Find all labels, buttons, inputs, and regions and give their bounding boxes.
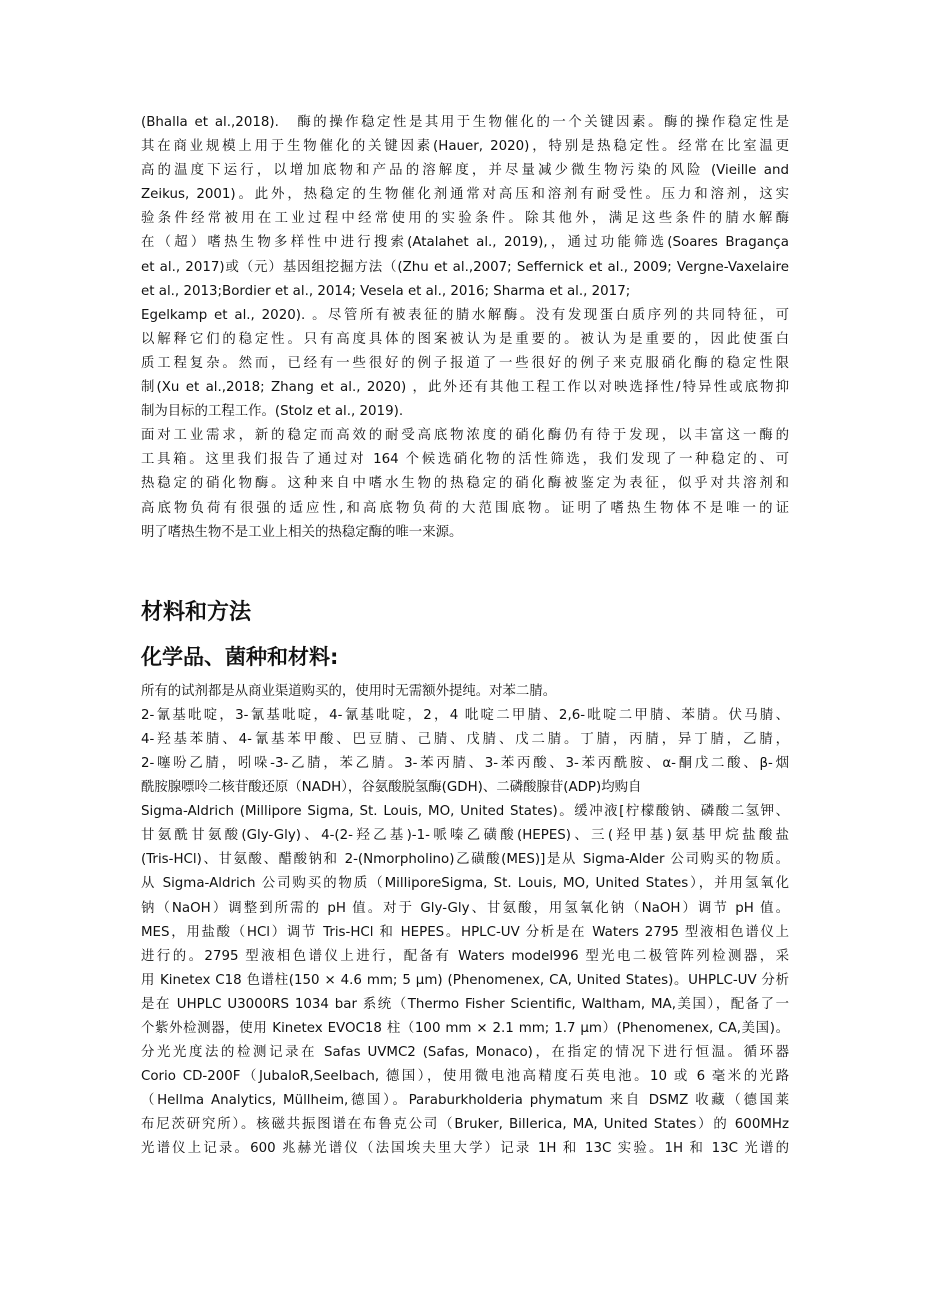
section-heading: 材料和方法 [141, 599, 252, 625]
text-line: 布尼茨研究所）。核磁共振图谱在布鲁克公司（Bruker, Billerica, MA, United States）的 600MHz [141, 1117, 789, 1133]
text-line: et al., 2013;Bordier et al., 2014; Vesela et al., 2016; Sharma et al., 2017; [141, 283, 631, 299]
text-line: 2-噻吩乙腈，吲哚-3-乙腈，苯乙腈。3-苯丙腈、3-苯丙酸、3-苯丙酰胺、α-酮戊二酸、β-烟 [141, 755, 789, 771]
text-line: 是在 UHPLC U3000RS 1034 bar 系统（Thermo Fisher Scientific, Waltham, MA,美国），配备了一 [141, 996, 789, 1012]
text-line: 在（超）嗜热生物多样性中进行搜索(Atalahet al., 2019),，通过功能筛选(Soares Bragança [141, 235, 789, 251]
text-line: 高的温度下运行，以增加底物和产品的溶解度，并尽量减少微生物污染的风险 (Vieille and [141, 163, 789, 179]
document-page [141, 111, 789, 1162]
text-line: Egelkamp et al., 2020). 。尽管所有被表征的腈水解酶。没有发现蛋白质序列的共同特征，可 [141, 307, 789, 323]
subsection-heading: 化学品、菌种和材料: [141, 644, 339, 669]
intro-paragraph [141, 111, 789, 424]
text-line: （Hellma Analytics, Müllheim,德国）。Paraburkholderia phymatum 来自 DSMZ 收藏（德国莱 [141, 1093, 789, 1109]
text-line: 面对工业需求，新的稳定而高效的耐受高底物浓度的硝化酶仍有待于发现，以丰富这一酶的 [141, 428, 789, 444]
text-line: Zeikus, 2001)。此外，热稳定的生物催化剂通常对高压和溶剂有耐受性。压力和溶剂，这实 [141, 187, 789, 203]
text-line: 工具箱。这里我们报告了通过对 164 个候选硝化物的活性筛选，我们发现了一种稳定的、可 [141, 452, 789, 468]
text-line: (Bhalla et al.,2018). 酶的操作稳定性是其用于生物催化的一个关键因素。酶的操作稳定性是 [141, 115, 789, 130]
text-line: 明了嗜热生物不是工业上相关的热稳定酶的唯一来源。 [141, 524, 463, 540]
text-line: 进行的。2795 型液相色谱仪上进行，配备有 Waters model996 型光电二极管阵列检测器，采 [141, 948, 789, 964]
text-line: et al., 2017)或（元）基因组挖掘方法（(Zhu et al.,2007; Seffernick et al., 2009; Vergne-Vaxelaire [141, 259, 789, 275]
text-line: (Tris-HCl)、甘氨酸、醋酸钠和 2-(Nmorpholino)乙磺酸(MES)]是从 Sigma-Alder 公司购买的物质。 [141, 852, 789, 868]
text-line: 分光光度法的检测记录在 Safas UVMC2 (Safas, Monaco)，在指定的情况下进行恒温。循环器 [141, 1045, 789, 1061]
text-line: 从 Sigma-Aldrich 公司购买的物质（MilliporeSigma, St. Louis, MO, United States），并用氢氧化 [141, 876, 789, 892]
methods-paragraph [141, 680, 789, 1162]
text-line: 高底物负荷有很强的适应性,和高底物负荷的大范围底物。证明了嗜热生物体不是唯一的证 [141, 500, 789, 516]
text-line: 所有的试剂都是从商业渠道购买的，使用时无需额外提纯。对苯二腈。 [141, 683, 557, 699]
text-line: 4-羟基苯腈、4-氰基苯甲酸、巴豆腈、己腈、戊腈、戊二腈。丁腈，丙腈，异丁腈，乙腈， [141, 731, 789, 747]
text-line: 酰胺腺嘌呤二核苷酸还原（NADH），谷氨酸脱氢酶(GDH)、二磷酸腺苷(ADP)均购自 [141, 780, 642, 796]
text-line: Sigma-Aldrich (Millipore Sigma, St. Louis, MO, United States)。缓冲液[柠檬酸钠、磷酸二氢钾、 [141, 804, 789, 820]
text-line: 质工程复杂。然而，已经有一些很好的例子报道了一些很好的例子来克服硝化酶的稳定性限 [141, 355, 789, 371]
text-line: 以解释它们的稳定性。只有高度具体的图案被认为是重要的。被认为是重要的，因此使蛋白 [141, 331, 789, 347]
text-line: 钠（NaOH）调整到所需的 pH 值。对于 Gly-Gly、甘氨酸，用氢氧化钠（NaOH）调节 pH 值。 [141, 900, 789, 916]
text-line: 制为目标的工程工作。(Stolz et al., 2019). [141, 404, 404, 420]
text-line: 个紫外检测器，使用 Kinetex EVOC18 柱（100 mm × 2.1 mm; 1.7 μm）(Phenomenex, CA,美国)。 [141, 1021, 789, 1036]
intro-paragraph-2 [141, 424, 789, 544]
text-line: 光谱仪上记录。600 兆赫光谱仪（法国埃夫里大学）记录 1H 和 13C 实验。1H 和 13C 光谱的 [141, 1141, 789, 1157]
text-line: Corio CD-200F（JubaloR,Seelbach, 德国），使用微电池高精度石英电池。10 或 6 毫米的光路 [141, 1069, 789, 1085]
text-line: 制(Xu et al.,2018; Zhang et al., 2020) ，此外还有其他工程工作以对映选择性/特异性或底物抑 [141, 380, 789, 396]
text-line: 2-氰基吡啶，3-氰基吡啶，4-氰基吡啶，2，4 吡啶二甲腈、2,6-吡啶二甲腈、苯腈。伏马腈、 [141, 707, 789, 723]
text-line: 验条件经常被用在工业过程中经常使用的实验条件。除其他外，满足这些条件的腈水解酶 [141, 211, 789, 227]
text-line: 热稳定的硝化物酶。这种来自中嗜水生物的热稳定的硝化酶被鉴定为表征，似乎对共溶剂和 [141, 476, 789, 492]
text-line: 其在商业规模上用于生物催化的关键因素(Hauer, 2020)，特别是热稳定性。经常在比室温更 [141, 139, 789, 155]
text-line: MES，用盐酸（HCl）调节 Tris-HCl 和 HEPES。HPLC-UV 分析是在 Waters 2795 型液相色谱仪上 [141, 924, 789, 940]
text-line: 用 Kinetex C18 色谱柱(150 × 4.6 mm; 5 μm) (Phenomenex, CA, United States)。UHPLC-UV 分析 [141, 972, 789, 988]
text-line: 甘氨酰甘氨酸(Gly-Gly)、4-(2-羟乙基)-1-哌嗪乙磺酸(HEPES)、三(羟甲基)氨基甲烷盐酸盐 [141, 828, 789, 844]
